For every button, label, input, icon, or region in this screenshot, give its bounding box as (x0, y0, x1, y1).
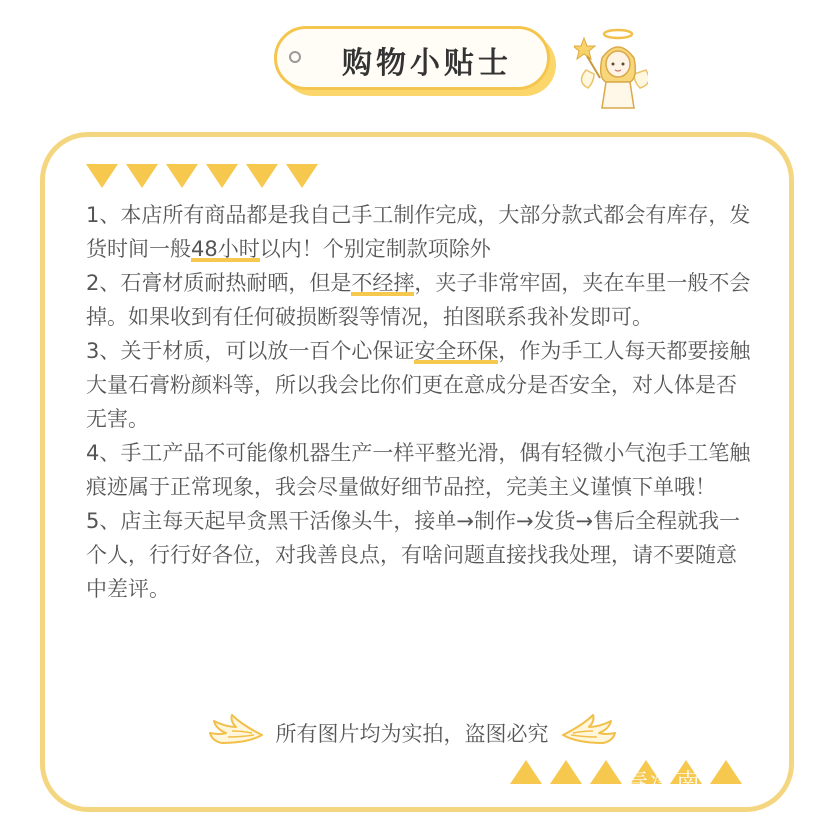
tip-text: 2、石膏材质耐热耐晒，但是 (86, 271, 352, 295)
page-title: 购物小贴士 (342, 46, 512, 81)
tip-text: 4、手工产品不可能像机器生产一样平整光滑，偶有轻微小气泡手工笔触痕迹属于正常现象，我会尽量做好细节品控，完美主义谨慎下单哦！ (86, 441, 751, 499)
angel-icon (574, 26, 648, 114)
tip-text: 5、店主每天起早贪黑干活像头牛，接单→制作→发货→售后全程就我一个人，行行好各位，对我善良点，有啥问题直接找我处理，请不要随意中差评。 (86, 509, 741, 601)
footer-note (188, 710, 636, 756)
triangle-down-icon (206, 164, 238, 188)
footer-text: 所有图片均为实拍，盗图必究 (275, 722, 549, 746)
triangle-down-icon (166, 164, 198, 188)
triangle-up-icon (590, 760, 622, 784)
top-triangle-row (86, 164, 318, 188)
triangle-up-icon (710, 760, 742, 784)
tip-highlight: 48小时 (191, 237, 260, 261)
tips-body (86, 198, 752, 606)
tip-text: ，夹子非常牢固，夹在车里一般不会掉。如果收到有任何破损断裂等情况，拍图联系我补发即可。 (86, 271, 751, 329)
title-pill (274, 26, 550, 90)
triangle-down-icon (86, 164, 118, 188)
wing-right-icon (561, 713, 617, 753)
triangle-up-icon (510, 760, 542, 784)
tip-text: 3、关于材质，可以放一百个心保证 (86, 339, 415, 363)
tip-text: ，作为手工人每天都要接触大量石膏粉颜料等，所以我会比你们更在意成分是否安全，对人体是否无害。 (86, 339, 751, 431)
wing-left-icon (208, 713, 264, 753)
tip-item-2 (86, 266, 752, 334)
triangle-down-icon (246, 164, 278, 188)
tip-item-3 (86, 334, 752, 436)
tip-item-4 (86, 436, 752, 504)
triangle-up-icon (550, 760, 582, 784)
tip-text: 以内！个别定制款项除外 (259, 237, 491, 261)
tip-item-5 (86, 504, 752, 606)
tip-item-1 (86, 198, 752, 266)
tip-highlight: 安全环保 (414, 339, 499, 363)
triangle-down-icon (126, 164, 158, 188)
tip-highlight: 不经摔 (351, 271, 415, 295)
watermark: 春泽南 (624, 768, 702, 796)
title-banner (274, 26, 550, 90)
tip-text: 1、本店所有商品都是我自己手工制作完成，大部分款式都会有库存，发货时间一般 (86, 203, 751, 261)
circle-icon (289, 51, 301, 63)
triangle-down-icon (286, 164, 318, 188)
